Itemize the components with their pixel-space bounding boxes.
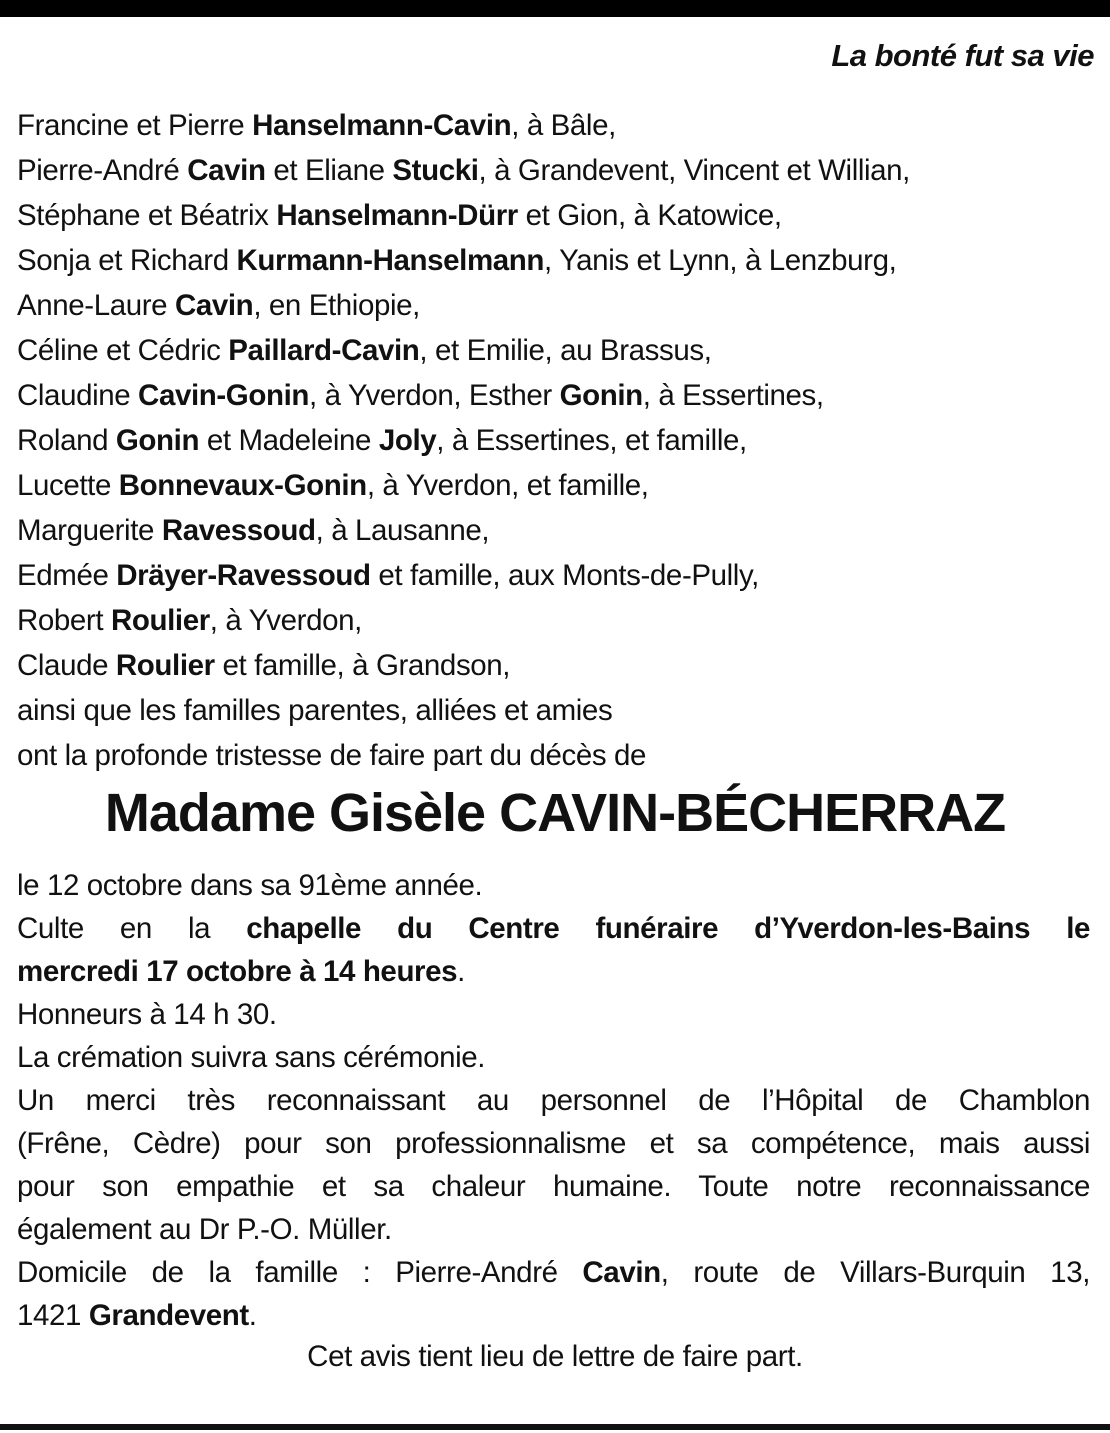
bottom-border xyxy=(0,1424,1110,1430)
text-segment: Robert xyxy=(17,604,111,637)
text-line xyxy=(17,283,1090,328)
text-line xyxy=(17,373,1090,418)
text-segment: Edmée xyxy=(17,559,117,592)
bold-name: Dräyer-Ravessoud xyxy=(116,559,371,592)
bold-name: Ravessoud xyxy=(161,514,316,547)
text-segment: 1421 xyxy=(17,1299,89,1332)
text-line xyxy=(17,643,1090,688)
bold-name: Hanselmann-Cavin xyxy=(252,109,512,142)
text-segment: . xyxy=(457,955,465,988)
text-segment: , Yanis et Lynn, à Lenzburg, xyxy=(544,244,897,277)
text-segment: Claudine xyxy=(17,379,139,412)
text-segment: , à Lausanne, xyxy=(315,514,490,547)
bold-name: Hanselmann-Dürr xyxy=(276,199,518,232)
bold-name: Gonin xyxy=(559,379,643,412)
text-segment: et Gion, à Katowice, xyxy=(517,199,782,232)
text-line xyxy=(17,733,1090,778)
text-segment: Honneurs à 14 h 30. xyxy=(17,998,277,1031)
text-line xyxy=(17,553,1090,598)
text-line xyxy=(17,950,1090,993)
bold-name: Roulier xyxy=(110,604,210,637)
text-segment: Stéphane et Béatrix xyxy=(17,199,277,232)
text-line xyxy=(17,864,1090,907)
bold-name: Paillard-Cavin xyxy=(228,334,420,367)
text-segment: Pierre-André xyxy=(17,154,188,187)
text-line xyxy=(17,193,1090,238)
text-segment: , à Yverdon, Esther xyxy=(309,379,560,412)
bold-name: Kurmann-Hanselmann xyxy=(236,244,545,277)
details-text xyxy=(17,864,1090,1337)
text-segment: , à Essertines, et famille, xyxy=(436,424,747,457)
text-line xyxy=(17,1165,1090,1208)
text-segment: Roland xyxy=(17,424,116,457)
text-segment: . xyxy=(248,1299,257,1332)
text-line xyxy=(17,328,1090,373)
text-line xyxy=(17,993,1090,1036)
text-segment: , à Grandevent, Vincent et Willian, xyxy=(478,154,910,187)
text-segment: Claude xyxy=(17,649,116,682)
text-segment: Culte en la xyxy=(17,912,247,945)
text-segment: , en Ethiopie, xyxy=(253,289,420,322)
text-segment: La crémation suivra sans cérémonie. xyxy=(17,1041,486,1074)
text-segment: ainsi que les familles parentes, alliées et amies xyxy=(17,694,613,727)
text-segment: , à Yverdon, et famille, xyxy=(366,469,649,502)
text-segment: et famille, à Grandson, xyxy=(214,649,511,682)
text-segment: Céline et Cédric xyxy=(17,334,229,367)
text-segment: Un merci très reconnaissant au personnel de l’Hôpital de Chamblon xyxy=(17,1084,1090,1117)
text-segment: Francine et Pierre xyxy=(17,109,253,142)
text-segment: Domicile de la famille : Pierre-André xyxy=(17,1256,583,1289)
text-segment: également au Dr P.-O. Müller. xyxy=(17,1213,392,1246)
text-line xyxy=(17,103,1090,148)
text-line xyxy=(17,1208,1090,1251)
text-line xyxy=(17,463,1090,508)
text-line xyxy=(17,418,1090,463)
bold-name: Stucki xyxy=(392,154,479,187)
bold-name: chapelle du Centre funéraire d’Yverdon-les-Bains le xyxy=(246,912,1090,945)
footer-note: Cet avis tient lieu de lettre de faire part. xyxy=(307,1340,803,1373)
text-line xyxy=(17,508,1090,553)
text-line xyxy=(17,1251,1090,1294)
top-border xyxy=(0,0,1110,17)
text-segment: Marguerite xyxy=(17,514,162,547)
motto: La bonté fut sa vie xyxy=(831,38,1094,73)
text-segment: Sonja et Richard xyxy=(17,244,237,277)
text-line xyxy=(17,238,1090,283)
text-line xyxy=(17,148,1090,193)
text-segment: le 12 octobre dans sa 91ème année. xyxy=(17,869,483,902)
text-segment: , à Essertines, xyxy=(642,379,824,412)
family-list xyxy=(17,103,1090,778)
bold-name: Cavin-Gonin xyxy=(138,379,310,412)
text-segment: , à Yverdon, xyxy=(209,604,362,637)
text-line xyxy=(17,1294,1090,1337)
bold-name: Gonin xyxy=(115,424,200,457)
text-line xyxy=(17,1036,1090,1079)
bold-name: Cavin xyxy=(187,154,266,187)
text-segment: Lucette xyxy=(17,469,119,502)
text-segment: , à Bâle, xyxy=(511,109,616,142)
bold-name: Roulier xyxy=(115,649,215,682)
text-line xyxy=(17,1122,1090,1165)
text-segment: et Eliane xyxy=(265,154,393,187)
text-segment: pour son empathie et sa chaleur humaine. Toute notre reconnaissance xyxy=(17,1170,1090,1203)
text-line xyxy=(17,907,1090,950)
text-segment: , et Emilie, au Brassus, xyxy=(419,334,712,367)
bold-name: Joly xyxy=(378,424,437,457)
text-segment: Anne-Laure xyxy=(17,289,175,322)
text-segment: et Madeleine xyxy=(199,424,379,457)
bold-name: Bonnevaux-Gonin xyxy=(118,469,367,502)
text-segment: et famille, aux Monts-de-Pully, xyxy=(370,559,759,592)
bold-name: Cavin xyxy=(582,1256,661,1289)
text-segment: ont la profonde tristesse de faire part du décès de xyxy=(17,739,647,772)
bold-name: Grandevent xyxy=(88,1299,249,1332)
text-line xyxy=(17,688,1090,733)
text-segment: (Frêne, Cèdre) pour son professionnalisme et sa compétence, mais aussi xyxy=(17,1127,1090,1160)
bold-name: Cavin xyxy=(174,289,254,322)
bold-name: mercredi 17 octobre à 14 heures xyxy=(17,955,458,988)
text-segment: , route de Villars-Burquin 13, xyxy=(660,1256,1090,1289)
deceased-name: Madame Gisèle CAVIN-BÉCHERRAZ xyxy=(104,783,1006,843)
text-line xyxy=(17,1079,1090,1122)
text-line xyxy=(17,598,1090,643)
